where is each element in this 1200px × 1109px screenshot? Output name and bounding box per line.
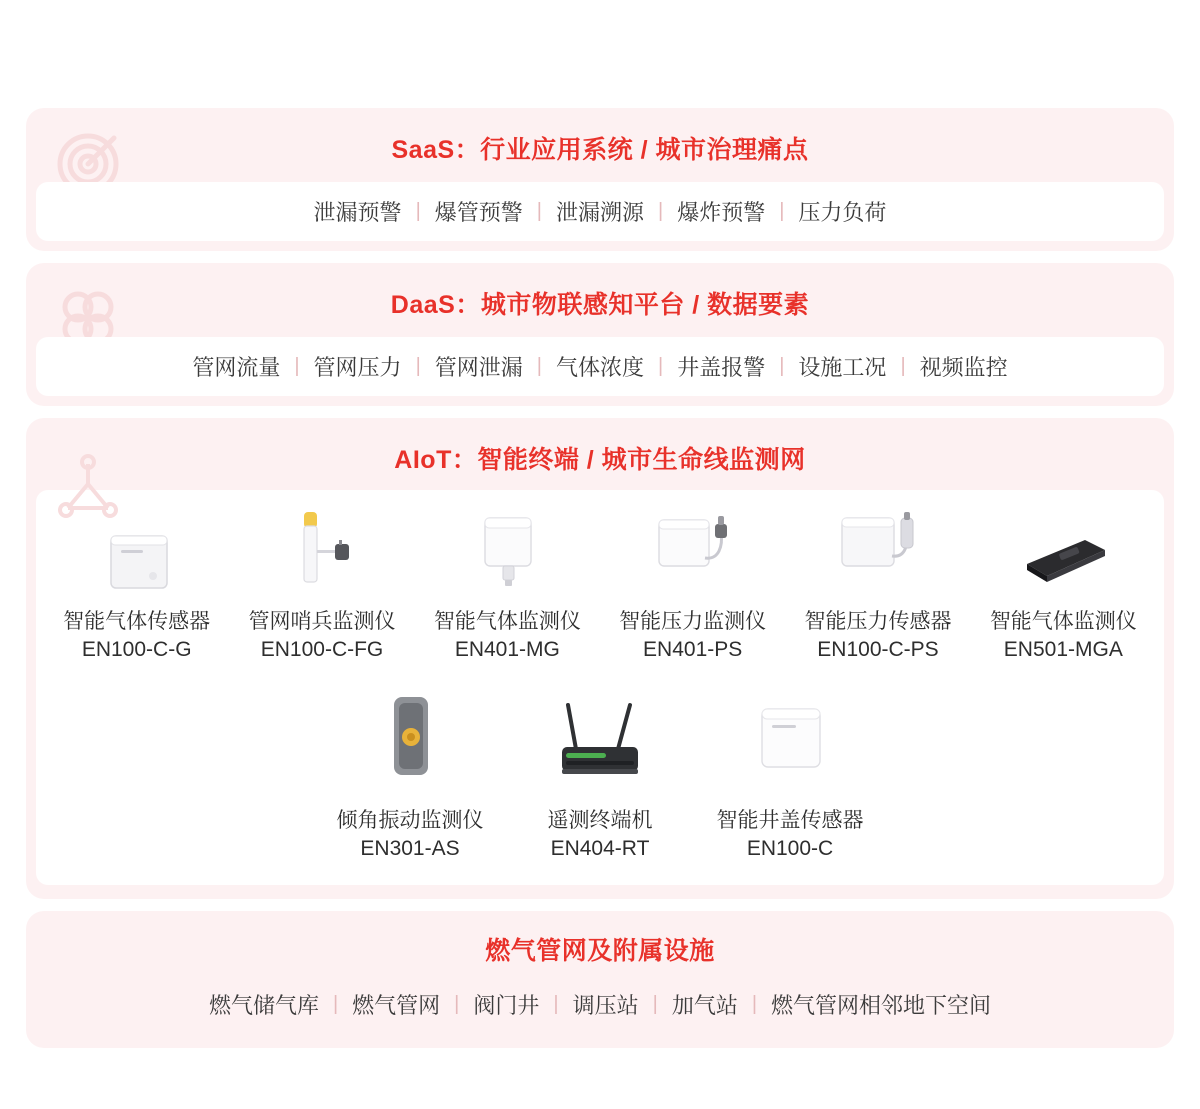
device-model: EN100-C-FG [260, 638, 384, 662]
sentinel-probe-icon [229, 506, 414, 598]
separator: | [454, 993, 460, 1016]
daas-tag: 管网流量 [192, 355, 281, 380]
daas-tag: 管网压力 [313, 355, 402, 380]
device-model: EN401-MG [454, 638, 560, 662]
separator: | [652, 993, 658, 1016]
tilt-vibration-icon [315, 691, 505, 797]
aiot-title [26, 418, 1174, 482]
infrastructure-tag: 燃气储气库 [208, 993, 319, 1019]
device-name: 管网哨兵监测仪 [248, 610, 396, 633]
device-name: 智能压力传感器 [804, 610, 952, 633]
device-name: 遥测终端机 [547, 808, 653, 832]
separator: | [658, 355, 664, 377]
saas-tag-row [36, 182, 1164, 241]
separator: | [415, 200, 421, 222]
daas-tag: 井盖报警 [677, 355, 766, 380]
device-row-1 [44, 506, 1156, 665]
daas-tag: 设施工况 [798, 355, 887, 380]
daas-body [26, 337, 1174, 396]
device-name: 智能压力监测仪 [619, 610, 767, 633]
saas-tag: 泄漏溯源 [555, 200, 644, 225]
daas-layer [26, 263, 1174, 406]
separator: | [751, 993, 758, 1016]
device-card[interactable] [971, 506, 1156, 665]
daas-title [26, 263, 1174, 327]
device-model: EN100-C-G [81, 638, 192, 662]
infrastructure-tag: 调压站 [572, 993, 639, 1019]
pressure-monitor-icon [600, 506, 785, 598]
daas-title-main: 城市物联感知平台 / 数据要素 [480, 291, 810, 319]
device-name: 智能气体传感器 [63, 610, 211, 633]
infrastructure-tag: 燃气管网 [352, 993, 441, 1019]
separator: | [294, 355, 300, 377]
saas-tag: 爆炸预警 [677, 200, 766, 225]
infrastructure-tag: 加气站 [671, 993, 738, 1019]
device-name: 倾角振动监测仪 [336, 808, 484, 832]
saas-body [26, 182, 1174, 241]
device-card[interactable] [44, 506, 229, 665]
device-card[interactable] [695, 691, 885, 864]
saas-tag: 压力负荷 [798, 200, 887, 225]
sensor-square-white-icon [44, 506, 229, 598]
separator: | [779, 355, 785, 377]
device-model: EN100-C [746, 837, 834, 861]
rtu-router-icon [505, 691, 695, 797]
device-card[interactable] [600, 506, 785, 665]
gas-monitor-box-icon [415, 506, 600, 598]
separator: | [779, 200, 785, 222]
device-card[interactable] [229, 506, 414, 665]
device-model: EN404-RT [550, 837, 650, 861]
gas-monitor-black-icon [971, 506, 1156, 598]
saas-title-main: 行业应用系统 / 城市治理痛点 [480, 136, 809, 164]
daas-tag-row [36, 337, 1164, 396]
saas-title-prefix: SaaS： [391, 136, 481, 164]
separator: | [536, 200, 542, 222]
device-card[interactable] [415, 506, 600, 665]
device-model: EN501-MGA [1003, 638, 1123, 662]
daas-tag: 视频监控 [919, 355, 1008, 380]
separator: | [658, 200, 664, 222]
daas-tag: 管网泄漏 [434, 355, 523, 380]
pressure-sensor-icon [785, 506, 970, 598]
aiot-layer [26, 418, 1174, 899]
separator: | [415, 355, 421, 377]
device-name: 智能气体监测仪 [433, 610, 581, 633]
daas-tag: 气体浓度 [555, 355, 644, 380]
infrastructure-tag-row [36, 975, 1164, 1038]
aiot-title-prefix: AIoT： [394, 446, 478, 474]
separator: | [332, 993, 339, 1016]
device-name: 智能气体监测仪 [989, 610, 1137, 633]
device-card[interactable] [505, 691, 695, 864]
separator: | [553, 993, 559, 1016]
device-model: EN401-PS [643, 638, 743, 662]
saas-tag: 泄漏预警 [313, 200, 402, 225]
device-model: EN301-AS [360, 837, 460, 861]
aiot-title-main: 智能终端 / 城市生命线监测网 [477, 446, 806, 474]
device-panel [36, 490, 1164, 885]
infrastructure-layer [26, 911, 1174, 1048]
separator: | [900, 355, 906, 377]
manhole-sensor-icon [695, 691, 885, 797]
daas-title-prefix: DaaS： [390, 291, 481, 319]
device-name: 智能井盖传感器 [716, 808, 864, 832]
infrastructure-tag: 燃气管网相邻地下空间 [771, 993, 992, 1019]
device-row-2 [44, 691, 1156, 864]
saas-layer [26, 108, 1174, 251]
infrastructure-tag: 阀门井 [473, 993, 540, 1019]
device-card[interactable] [315, 691, 505, 864]
infrastructure-title: 燃气管网及附属设施 [485, 937, 715, 966]
saas-title [26, 108, 1174, 172]
saas-tag: 爆管预警 [434, 200, 523, 225]
device-model: EN100-C-PS [817, 638, 939, 662]
separator: | [536, 355, 542, 377]
device-card[interactable] [785, 506, 970, 665]
